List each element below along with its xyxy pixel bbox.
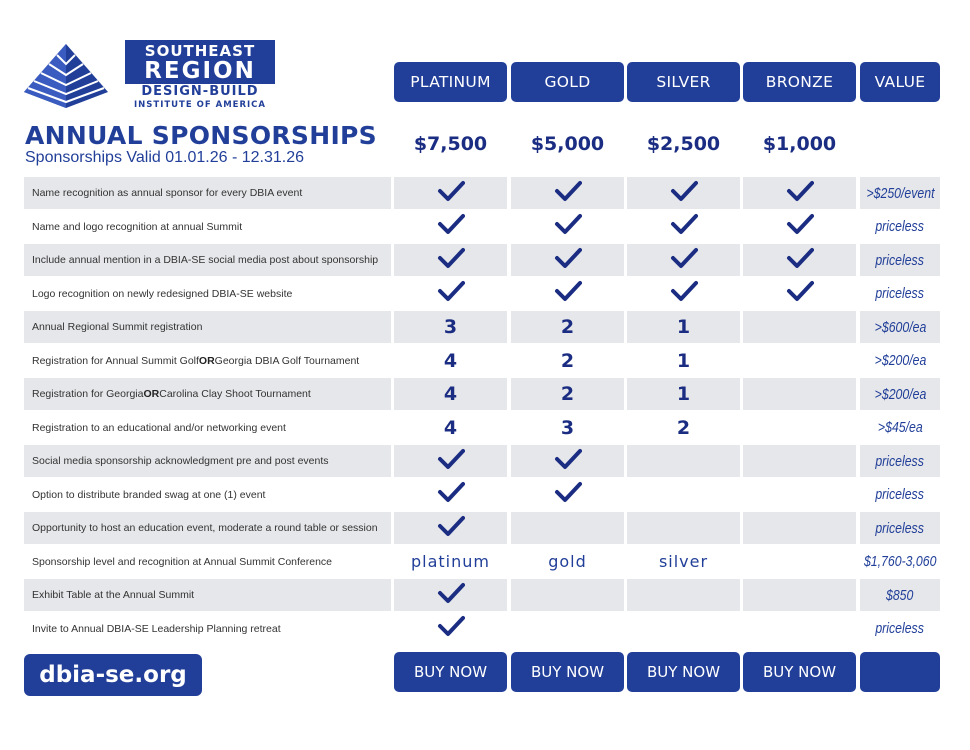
cell-value — [860, 412, 940, 444]
benefit-value: priceless — [875, 218, 925, 235]
cell-silver — [627, 512, 740, 544]
website-badge[interactable]: dbia-se.org — [24, 654, 202, 696]
checkmark-icon — [437, 280, 465, 307]
checkmark-icon — [437, 515, 465, 542]
cell-gold — [511, 613, 624, 645]
benefit-value: >$600/ea — [874, 318, 926, 336]
benefit-label: Annual Regional Summit registration — [24, 311, 391, 343]
tier-recognition: gold — [548, 552, 587, 571]
cell-bronze — [743, 278, 856, 310]
benefit-value: >$45/ea — [877, 419, 923, 436]
count-value: 3 — [443, 316, 458, 338]
count-value: 1 — [676, 316, 691, 338]
benefit-label-part: Georgia DBIA Golf Tournament — [214, 354, 360, 367]
benefit-label — [24, 378, 391, 410]
cell-value — [860, 479, 940, 511]
benefit-label: Exhibit Table at the Annual Summit — [24, 579, 391, 611]
cell-gold — [511, 211, 624, 243]
cell-bronze — [743, 211, 856, 243]
cell-platinum — [394, 311, 507, 343]
benefit-value: $850 — [886, 586, 914, 604]
cell-silver — [627, 378, 740, 410]
cell-platinum — [394, 512, 507, 544]
cell-bronze — [743, 579, 856, 611]
cell-value — [860, 311, 940, 343]
page-subtitle: Sponsorships Valid 01.01.26 - 12.31.26 — [25, 149, 305, 166]
cell-value — [860, 512, 940, 544]
benefit-value: >$250/event — [865, 184, 935, 202]
tier-header-silver: SILVER — [627, 62, 740, 102]
checkmark-icon — [670, 213, 698, 240]
count-value: 2 — [676, 416, 691, 439]
cell-gold — [511, 512, 624, 544]
benefit-value: priceless — [875, 285, 925, 302]
cell-platinum — [394, 345, 507, 377]
benefit-label: Registration to an educational and/or networking event — [32, 421, 286, 434]
benefit-label: Opportunity to host an education event, moderate a round table or session — [24, 512, 391, 544]
cell-platinum — [394, 479, 507, 511]
tier-recognition: platinum — [411, 552, 490, 571]
cell-platinum — [394, 378, 507, 410]
buy-now-platinum-button[interactable]: BUY NOW — [394, 652, 507, 692]
cell-silver — [627, 211, 740, 243]
cell-platinum — [394, 445, 507, 477]
pyramid-logo-icon — [20, 42, 112, 110]
count-value: 2 — [560, 383, 575, 405]
cell-platinum — [394, 244, 507, 276]
cell-bronze — [743, 512, 856, 544]
tier-header-bronze: BRONZE — [743, 62, 856, 102]
benefit-value: priceless — [875, 452, 925, 470]
benefit-label-part: OR — [143, 388, 160, 400]
logo-design-build: DESIGN-BUILD — [141, 84, 259, 99]
buy-now-silver-button[interactable]: BUY NOW — [627, 652, 740, 692]
cell-bronze — [743, 177, 856, 209]
cell-silver — [627, 244, 740, 276]
checkmark-icon — [437, 481, 465, 508]
benefit-value: priceless — [875, 519, 925, 537]
benefit-value: >$200/ea — [874, 385, 926, 403]
cell-platinum — [394, 579, 507, 611]
tier-header-gold: GOLD — [511, 62, 624, 102]
cell-bronze — [743, 244, 856, 276]
logo-institute: INSTITUTE OF AMERICA — [134, 100, 266, 110]
benefit-value: priceless — [875, 251, 925, 269]
buy-now-gold-button[interactable]: BUY NOW — [511, 652, 624, 692]
benefit-label: Include annual mention in a DBIA-SE social media post about sponsorship — [24, 244, 391, 276]
checkmark-icon — [437, 448, 465, 475]
cell-silver — [627, 546, 740, 578]
value-footer-block — [860, 652, 940, 692]
benefit-label: Invite to Annual DBIA-SE Leadership Planning retreat — [32, 622, 281, 635]
count-value: 3 — [560, 416, 575, 439]
cell-silver — [627, 311, 740, 343]
logo-region: REGION — [144, 58, 256, 84]
cell-gold — [511, 177, 624, 209]
cell-bronze — [743, 445, 856, 477]
cell-gold — [511, 445, 624, 477]
cell-platinum — [394, 211, 507, 243]
benefit-label — [24, 345, 391, 377]
cell-silver — [627, 579, 740, 611]
price-bronze: $1,000 — [762, 133, 837, 155]
cell-value — [860, 244, 940, 276]
tier-recognition: silver — [658, 552, 709, 571]
cell-value — [860, 345, 940, 377]
cell-bronze — [743, 311, 856, 343]
cell-platinum — [394, 278, 507, 310]
benefit-value: priceless — [875, 486, 925, 503]
benefit-label-part: Registration for Georgia — [32, 388, 144, 400]
cell-value — [860, 445, 940, 477]
checkmark-icon — [554, 213, 582, 240]
checkmark-icon — [786, 280, 814, 307]
checkmark-icon — [554, 448, 582, 475]
buy-now-bronze-button[interactable]: BUY NOW — [743, 652, 856, 692]
count-value: 4 — [443, 349, 458, 372]
benefit-label: Logo recognition on newly redesigned DBIA-SE website — [32, 287, 293, 300]
cell-value — [860, 613, 940, 645]
checkmark-icon — [437, 247, 465, 274]
cell-silver — [627, 278, 740, 310]
checkmark-icon — [554, 481, 582, 508]
count-value: 4 — [443, 416, 458, 439]
price-gold: $5,000 — [530, 133, 605, 155]
cell-value — [860, 177, 940, 209]
checkmark-icon — [554, 280, 582, 307]
cell-gold — [511, 546, 624, 578]
cell-value — [860, 378, 940, 410]
cell-gold — [511, 412, 624, 444]
count-value: 1 — [676, 383, 691, 405]
logo-southeast: SOUTHEAST — [144, 42, 256, 60]
cell-bronze — [743, 345, 856, 377]
checkmark-icon — [437, 213, 465, 240]
benefit-value: >$200/ea — [874, 352, 926, 369]
cell-bronze — [743, 412, 856, 444]
checkmark-icon — [437, 180, 465, 207]
benefit-label-part: Registration for Annual Summit Golf — [32, 354, 199, 367]
checkmark-icon — [670, 280, 698, 307]
cell-value — [860, 211, 940, 243]
cell-gold — [511, 278, 624, 310]
checkmark-icon — [554, 247, 582, 274]
benefit-value: priceless — [875, 620, 925, 637]
count-value: 2 — [560, 316, 575, 338]
cell-bronze — [743, 546, 856, 578]
cell-bronze — [743, 378, 856, 410]
checkmark-icon — [437, 615, 465, 642]
benefit-label: Social media sponsorship acknowledgment pre and post events — [24, 445, 391, 477]
checkmark-icon — [437, 582, 465, 609]
cell-bronze — [743, 613, 856, 645]
cell-platinum — [394, 412, 507, 444]
cell-gold — [511, 378, 624, 410]
cell-silver — [627, 445, 740, 477]
checkmark-icon — [670, 180, 698, 207]
benefit-label: Option to distribute branded swag at one (1) event — [32, 488, 266, 501]
price-silver: $2,500 — [646, 133, 721, 155]
benefit-value: $1,760-3,060 — [863, 553, 937, 570]
count-value: 2 — [560, 349, 575, 372]
benefit-label: Name and logo recognition at annual Summit — [32, 220, 243, 233]
benefit-label: Name recognition as annual sponsor for every DBIA event — [24, 177, 391, 209]
checkmark-icon — [786, 213, 814, 240]
checkmark-icon — [786, 247, 814, 274]
cell-silver — [627, 177, 740, 209]
cell-value — [860, 546, 940, 578]
cell-value — [860, 278, 940, 310]
cell-value — [860, 579, 940, 611]
cell-gold — [511, 579, 624, 611]
cell-gold — [511, 479, 624, 511]
cell-silver — [627, 345, 740, 377]
cell-platinum — [394, 177, 507, 209]
cell-bronze — [743, 479, 856, 511]
cell-platinum — [394, 546, 507, 578]
checkmark-icon — [786, 180, 814, 207]
cell-gold — [511, 244, 624, 276]
cell-silver — [627, 479, 740, 511]
cell-silver — [627, 412, 740, 444]
benefit-label: Sponsorship level and recognition at Annual Summit Conference — [32, 555, 333, 568]
cell-gold — [511, 345, 624, 377]
count-value: 4 — [443, 383, 458, 405]
tier-header-value: VALUE — [860, 62, 940, 102]
page-title: ANNUAL SPONSORSHIPS — [25, 121, 377, 150]
dbia-logo — [20, 40, 266, 112]
benefit-label-part: OR — [198, 354, 215, 367]
tier-header-platinum: PLATINUM — [394, 62, 507, 102]
benefit-label-part: Carolina Clay Shoot Tournament — [159, 388, 311, 400]
cell-silver — [627, 613, 740, 645]
price-platinum: $7,500 — [413, 133, 488, 155]
checkmark-icon — [554, 180, 582, 207]
count-value: 1 — [676, 349, 691, 372]
cell-gold — [511, 311, 624, 343]
checkmark-icon — [670, 247, 698, 274]
cell-platinum — [394, 613, 507, 645]
